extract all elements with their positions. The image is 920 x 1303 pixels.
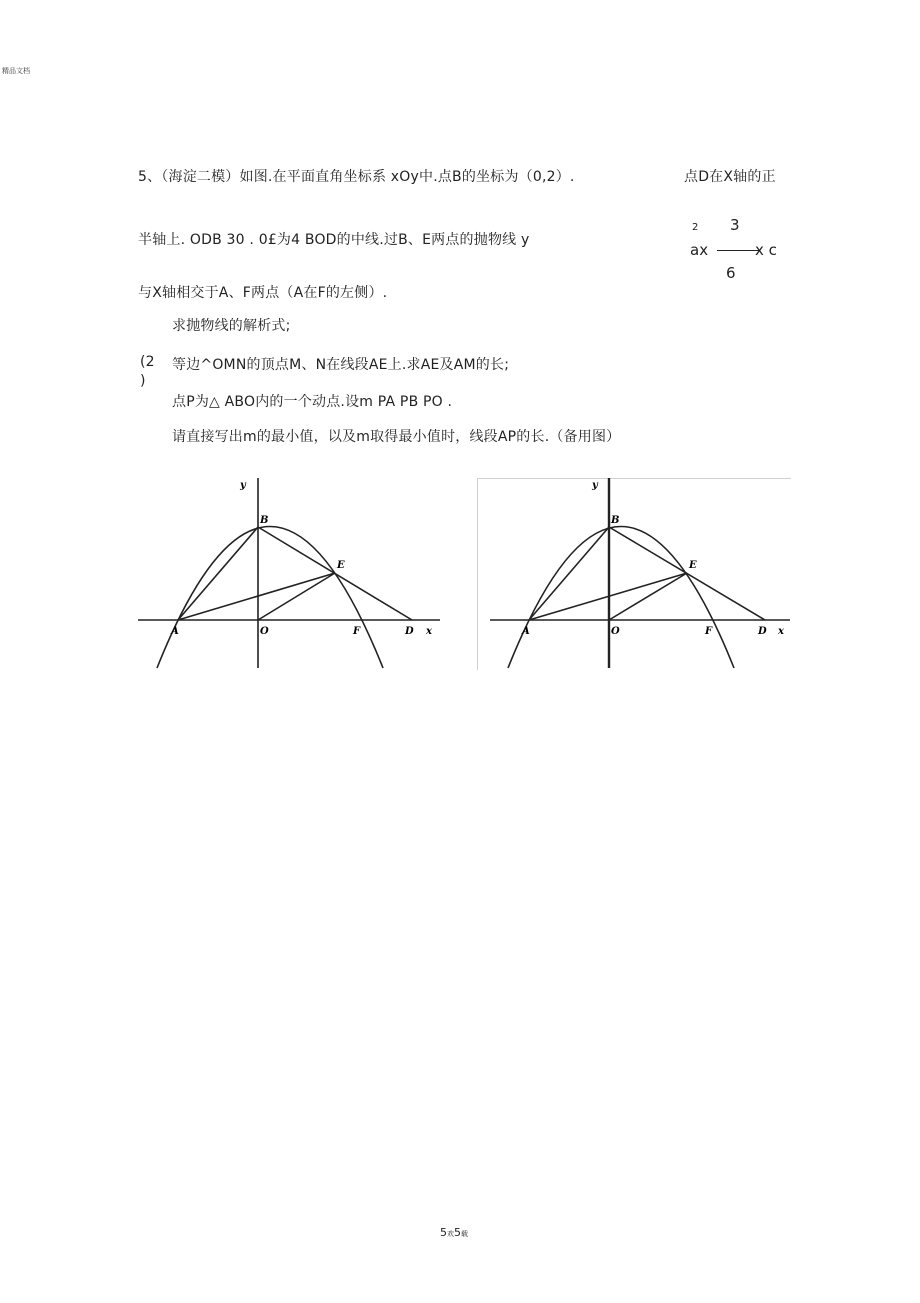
- page-footer: [440, 1226, 468, 1239]
- formula-exponent: 2: [692, 222, 699, 233]
- label-y-2: y: [592, 480, 598, 491]
- label-d-2: D: [758, 626, 767, 637]
- footer-page-prefix: 5: [440, 1226, 447, 1239]
- segment-ab-2: [529, 527, 609, 620]
- label-e-2: E: [689, 560, 697, 571]
- formula-denominator: 6: [726, 264, 736, 282]
- question-2: 等边^OMN的顶点M、N在线段AE上.求AE及AM的长;: [172, 357, 510, 373]
- problem-line-1-end: 点D在X轴的正: [684, 169, 776, 185]
- question-2-label-close: ): [140, 373, 146, 389]
- label-y: y: [240, 480, 246, 491]
- question-4: 请直接写出m的最小值，以及m取得最小值时，线段AP的长.（备用图）: [172, 429, 621, 445]
- footer-suffix: 载: [461, 1230, 468, 1238]
- label-e: E: [337, 560, 345, 571]
- label-o-2: O: [611, 626, 620, 637]
- segment-oe-2: [609, 573, 687, 620]
- label-d: D: [405, 626, 414, 637]
- question-3: 点P为△ ABO内的一个动点.设m PA PB PO .: [172, 394, 453, 410]
- formula-numerator: 3: [730, 216, 740, 234]
- label-a-2: A: [522, 626, 530, 637]
- question-2-label: (2: [140, 354, 155, 370]
- label-o: O: [260, 626, 269, 637]
- parabola-2: [508, 527, 734, 669]
- label-b: B: [260, 515, 269, 526]
- footer-mid: 欢: [447, 1230, 454, 1238]
- problem-line-3: 与X轴相交于A、F两点（A在F的左侧）.: [138, 285, 388, 301]
- problem-line-2: 半轴上. ODB 30 . 0£为4 BOD的中线.过B、E两点的抛物线 y: [138, 232, 530, 248]
- formula-ax: ax: [690, 241, 709, 259]
- label-f: F: [353, 626, 361, 637]
- page-header-tag: 精品文档: [2, 67, 30, 75]
- label-x-2: x: [778, 626, 784, 637]
- formula-tail: x c: [755, 241, 777, 259]
- problem-line-1: 5、（海淀二模）如图.在平面直角坐标系 xOy中.点B的坐标为（0,2）.: [138, 169, 575, 185]
- label-f-2: F: [705, 626, 713, 637]
- label-x: x: [426, 626, 432, 637]
- label-a: A: [171, 626, 179, 637]
- label-b-2: B: [611, 515, 620, 526]
- footer-page-num: 5: [454, 1226, 461, 1239]
- question-1: 求抛物线的解析式;: [172, 318, 291, 334]
